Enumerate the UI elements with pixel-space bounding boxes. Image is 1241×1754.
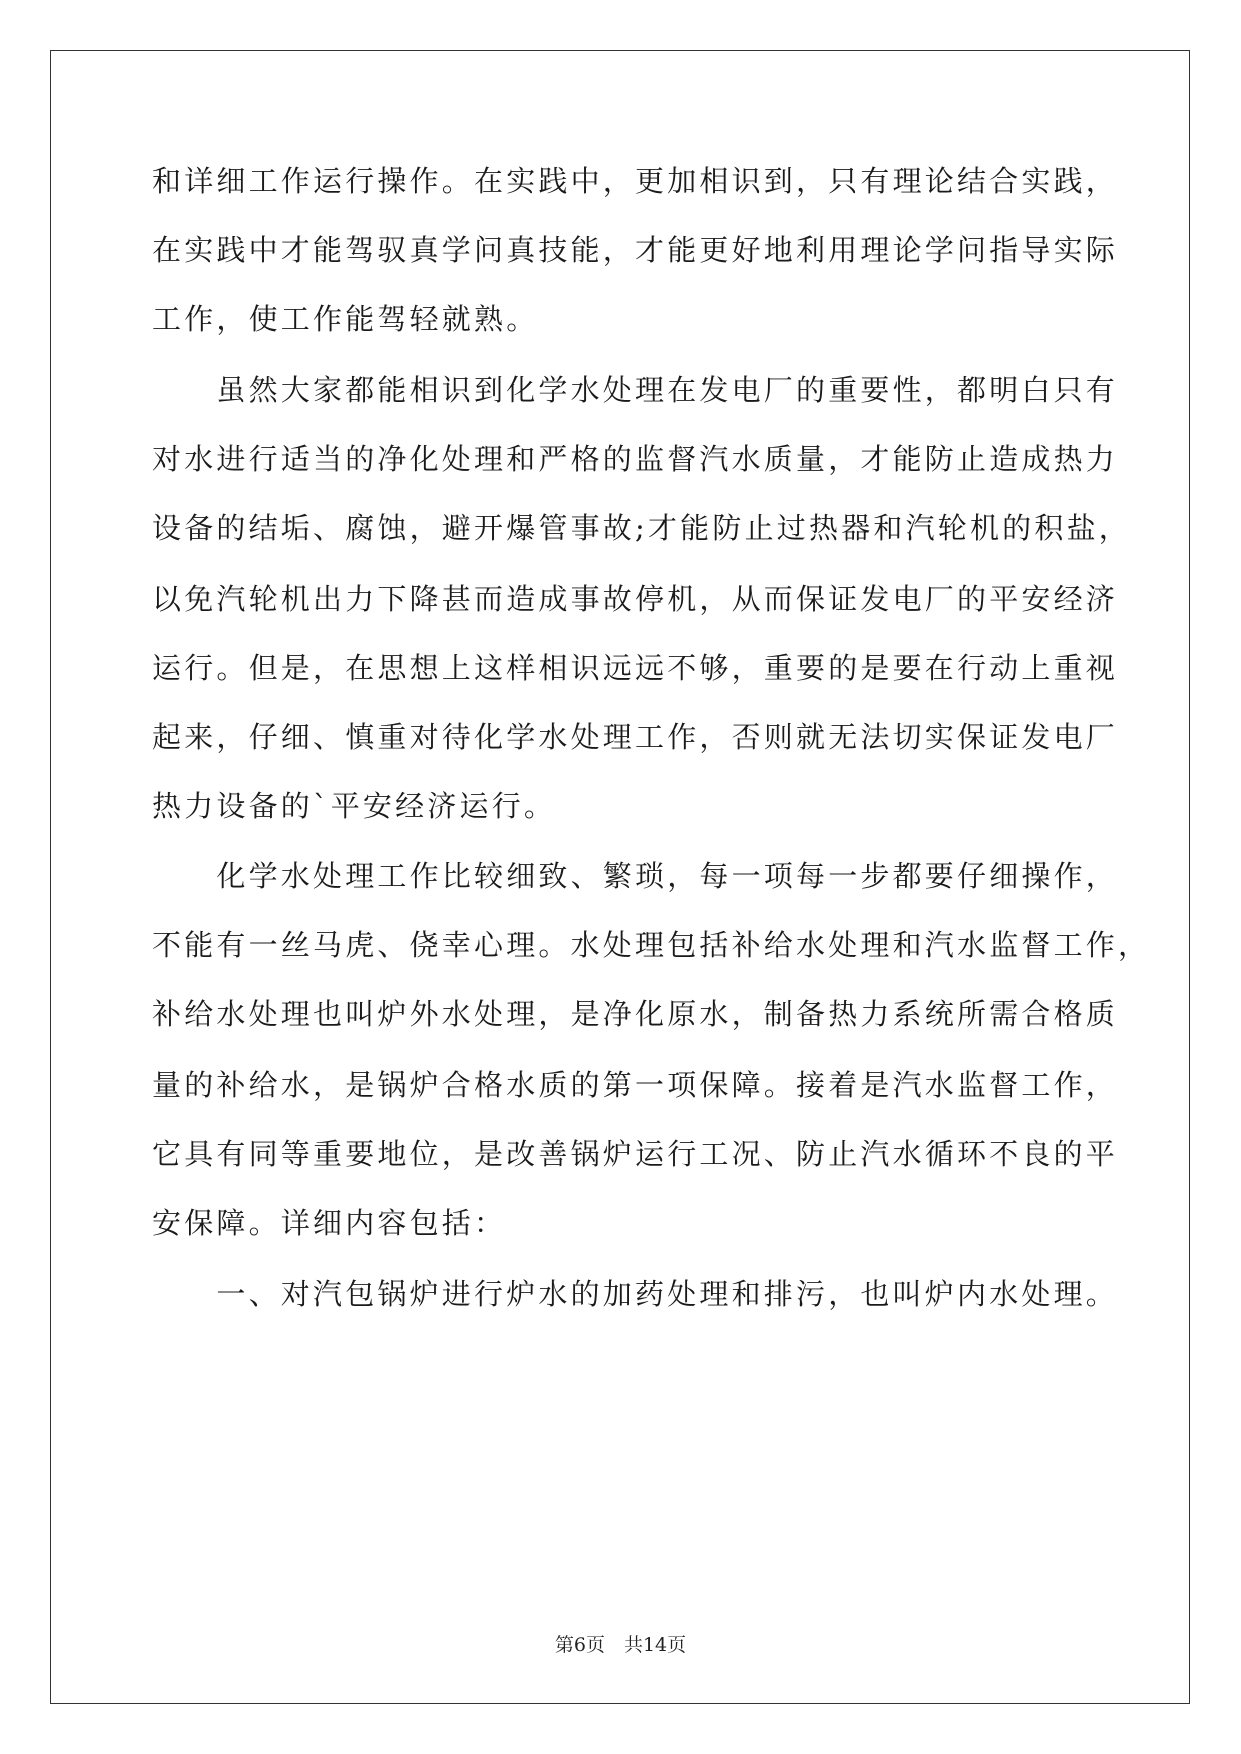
text-line: 设备的结垢、腐蚀，避开爆管事故;才能防止过热器和汽轮机的积盐， xyxy=(152,511,1131,545)
text-line: 和详细工作运行操作。在实践中，更加相识到，只有理论结合实践， xyxy=(152,164,1119,198)
text-line: 补给水处理也叫炉外水处理，是净化原水，制备热力系统所需合格质 xyxy=(152,997,1119,1031)
text-line: 工作，使工作能驾轻就熟。 xyxy=(152,302,539,336)
text-line: 它具有同等重要地位，是改善锅炉运行工况、防止汽水循环不良的平 xyxy=(152,1137,1119,1171)
text-line: 在实践中才能驾驭真学问真技能，才能更好地利用理论学问指导实际 xyxy=(152,233,1119,267)
text-line: 起来，仔细、慎重对待化学水处理工作，否则就无法切实保证发电厂 xyxy=(152,720,1119,754)
text-line: 安保障。详细内容包括： xyxy=(152,1206,507,1240)
text-line: 对水进行适当的净化处理和严格的监督汽水质量，才能防止造成热力 xyxy=(152,442,1119,476)
text-line: 化学水处理工作比较细致、繁琐，每一项每一步都要仔细操作， xyxy=(152,859,1119,893)
text-line: 量的补给水，是锅炉合格水质的第一项保障。接着是汽水监督工作， xyxy=(152,1068,1119,1102)
text-line: 虽然大家都能相识到化学水处理在发电厂的重要性，都明白只有 xyxy=(152,373,1119,407)
text-line: 运行。但是，在思想上这样相识远远不够，重要的是要在行动上重视 xyxy=(152,651,1119,685)
text-line: 不能有一丝马虎、侥幸心理。水处理包括补给水处理和汽水监督工作， xyxy=(152,928,1151,962)
text-line: 一、对汽包锅炉进行炉水的加药处理和排污，也叫炉内水处理。 xyxy=(152,1277,1119,1311)
text-line: 热力设备的`平安经济运行。 xyxy=(152,789,557,823)
page-footer xyxy=(0,1633,1241,1657)
text-line: 以免汽轮机出力下降甚而造成事故停机，从而保证发电厂的平安经济 xyxy=(152,582,1119,616)
page-number: 第6页 共14页 xyxy=(554,1634,687,1656)
